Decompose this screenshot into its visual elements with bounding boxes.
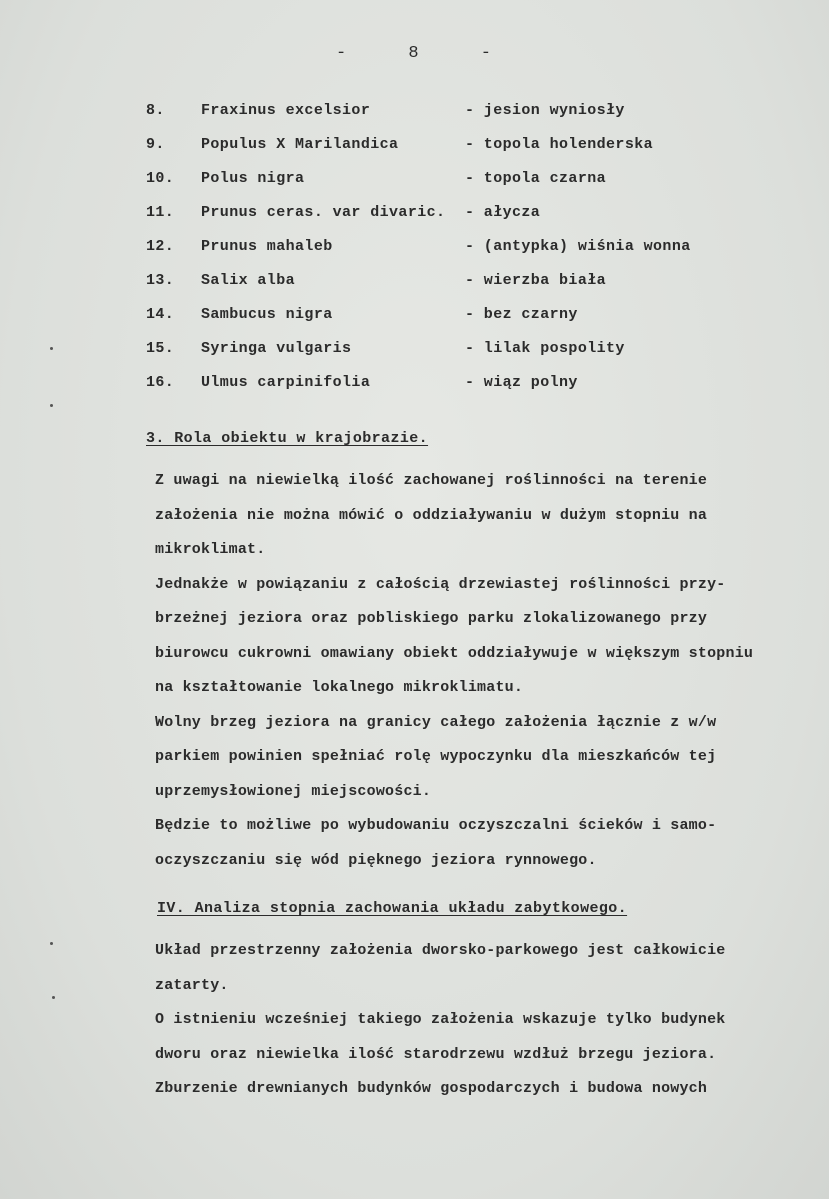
species-polish-name: - (antypka) wiśnia wonna — [465, 238, 691, 255]
paragraph-line: biurowcu cukrowni omawiany obiekt oddziaływuje w większym stopniu — [155, 644, 754, 662]
species-polish-name: - ałycza — [465, 204, 541, 221]
section-4-body — [155, 934, 829, 1107]
section-4-heading: IV. Analiza stopnia zachowania układu zabytkowego. — [157, 900, 628, 917]
species-latin-name: Polus nigra — [201, 170, 305, 187]
paragraph-line: na kształtowanie lokalnego mikroklimatu. — [155, 679, 524, 696]
species-latin-name: Ulmus carpinifolia — [201, 374, 371, 391]
paragraph-line: założenia nie można mówić o oddziaływaniu w dużym stopniu na — [155, 506, 708, 524]
paragraph-line: Wolny brzeg jeziora na granicy całego założenia łącznie z w/w — [155, 713, 717, 731]
species-row — [0, 170, 829, 200]
paragraph-line: parkiem powinien spełniać rolę wypoczynku dla mieszkańców tej — [155, 748, 717, 765]
species-latin-name: Prunus mahaleb — [201, 238, 333, 255]
species-number: 11. — [146, 204, 175, 221]
species-row — [0, 306, 829, 336]
margin-speck — [52, 996, 55, 999]
species-latin-name: Sambucus nigra — [201, 306, 333, 323]
paragraph-line: Układ przestrzenny założenia dworsko-parkowego jest całkowicie — [155, 942, 726, 959]
species-latin-name: Salix alba — [201, 272, 296, 289]
paragraph-line: zatarty. — [155, 976, 229, 994]
species-number: 8. — [146, 102, 165, 119]
paragraph-line: brzeżnej jeziora oraz pobliskiego parku zlokalizowanego przy — [155, 610, 708, 627]
species-polish-name: - wierzba biała — [465, 272, 607, 289]
species-polish-name: - topola holenderska — [465, 136, 654, 153]
paragraph-line: uprzemysłowionej miejscowości. — [155, 782, 432, 800]
species-latin-name: Syringa vulgaris — [201, 340, 352, 357]
species-number: 10. — [146, 170, 175, 187]
species-row — [0, 204, 829, 234]
paragraph-line: Zburzenie drewnianych budynków gospodarczych i budowa nowych — [155, 1080, 708, 1097]
section-3-body — [155, 464, 829, 878]
species-row — [0, 374, 829, 404]
margin-speck — [50, 347, 53, 350]
species-polish-name: - topola czarna — [465, 170, 607, 187]
species-number: 12. — [146, 238, 175, 255]
paragraph-line: oczyszczaniu się wód pięknego jeziora rynnowego. — [155, 851, 597, 869]
species-polish-name: - bez czarny — [465, 306, 578, 323]
paragraph-line: Jednakże w powiązaniu z całością drzewiastej roślinności przy- — [155, 575, 726, 593]
page-dash-left: - — [335, 44, 349, 63]
species-latin-name: Populus X Marilandica — [201, 136, 399, 153]
species-number: 16. — [146, 374, 175, 391]
species-row — [0, 272, 829, 302]
margin-speck — [50, 404, 53, 407]
species-polish-name: - lilak pospolity — [465, 340, 625, 357]
paragraph-line: Z uwagi na niewielką ilość zachowanej roślinności na terenie — [155, 472, 708, 489]
species-latin-name: Fraxinus excelsior — [201, 102, 371, 119]
species-number: 13. — [146, 272, 175, 289]
margin-speck — [50, 942, 53, 945]
page-dash-right: - — [480, 44, 493, 63]
page-number-header — [0, 44, 829, 63]
species-row — [0, 136, 829, 166]
species-number: 9. — [146, 136, 165, 153]
species-polish-name: - jesion wyniosły — [465, 102, 625, 119]
species-row — [0, 238, 829, 268]
paragraph-line: mikroklimat. — [155, 541, 266, 558]
species-number: 15. — [146, 340, 175, 357]
paragraph-line: O istnieniu wcześniej takiego założenia wskazuje tylko budynek — [155, 1011, 726, 1028]
paragraph-line: Będzie to możliwe po wybudowaniu oczyszczalni ścieków i samo- — [155, 817, 717, 834]
species-latin-name: Prunus ceras. var divaric. — [201, 204, 446, 221]
page-number: 8 — [408, 44, 421, 63]
section-3-heading: 3. Rola obiektu w krajobrazie. — [146, 430, 429, 447]
paragraph-line: dworu oraz niewielka ilość starodrzewu wzdłuż brzegu jeziora. — [155, 1045, 717, 1063]
species-number: 14. — [146, 306, 175, 323]
species-row — [0, 102, 829, 132]
species-polish-name: - wiąz polny — [465, 374, 578, 391]
species-row — [0, 340, 829, 370]
